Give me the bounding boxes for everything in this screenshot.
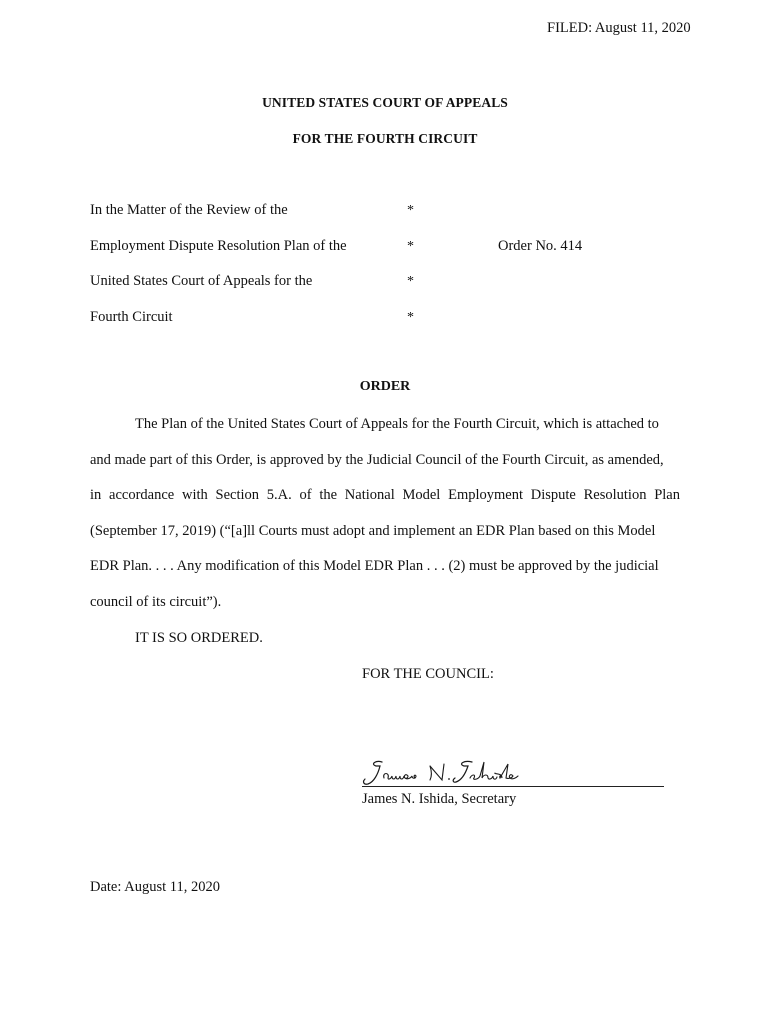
body-line: in accordance with Section 5.A. of the National Model Employment Dispute Resolution Plan: [90, 487, 680, 503]
body-line: and made part of this Order, is approved by the Judicial Council of the Fourth Circuit, as amended,: [90, 452, 664, 468]
date-line: Date: August 11, 2020: [90, 879, 220, 895]
caption-line: Fourth Circuit: [90, 309, 173, 325]
body-line: EDR Plan. . . . Any modification of this Model EDR Plan . . . (2) must be approved by the judicial: [90, 558, 659, 574]
court-name-line-2: FOR THE FOURTH CIRCUIT: [292, 131, 478, 146]
signature-line: [362, 786, 664, 787]
body-line: (September 17, 2019) (“[a]ll Courts must adopt and implement an EDR Plan based on this Model: [90, 523, 656, 539]
body-line: The Plan of the United States Court of Appeals for the Fourth Circuit, which is attached to: [135, 416, 659, 432]
so-ordered: IT IS SO ORDERED.: [135, 630, 263, 646]
order-title: ORDER: [359, 379, 411, 394]
body-line: council of its circuit”).: [90, 594, 222, 610]
caption-line: Employment Dispute Resolution Plan of the: [90, 238, 347, 254]
caption-line: In the Matter of the Review of the: [90, 202, 288, 218]
caption-separator: *: [407, 203, 414, 218]
filed-stamp: FILED: August 11, 2020: [547, 20, 691, 36]
caption-line: United States Court of Appeals for the: [90, 273, 313, 289]
caption-separator: *: [407, 274, 414, 289]
caption-separator: *: [407, 310, 414, 325]
signer-name: James N. Ishida, Secretary: [362, 791, 517, 807]
court-name-line-1: UNITED STATES COURT OF APPEALS: [262, 95, 508, 110]
order-number: Order No. 414: [498, 238, 583, 254]
caption-separator: *: [407, 239, 414, 254]
for-council-label: FOR THE COUNCIL:: [362, 666, 494, 682]
